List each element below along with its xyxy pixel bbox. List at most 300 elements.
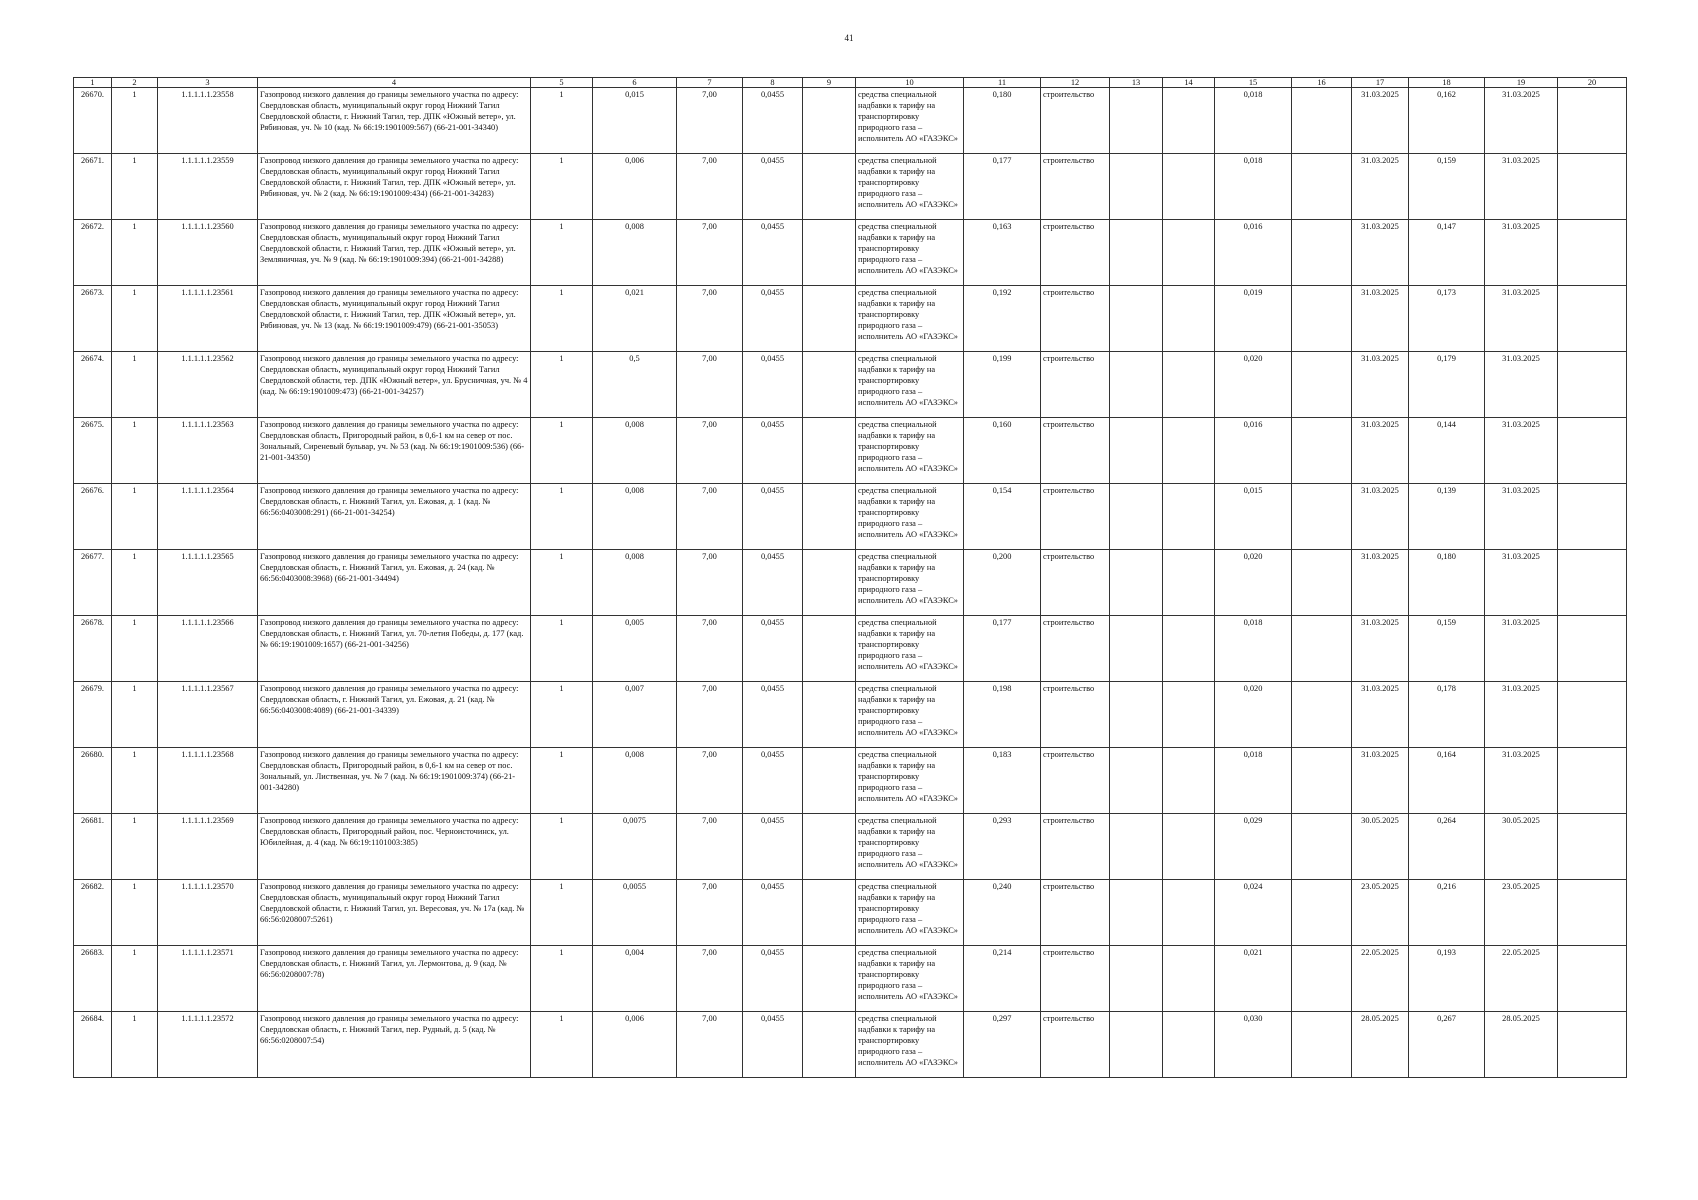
col-14-value [1163,418,1215,484]
col-20-value [1558,286,1627,352]
col-8-value: 0,0455 [743,1012,803,1078]
col-13-value [1110,946,1163,1012]
row-number: 26677. [74,550,112,616]
funding-source: средства специальной надбавки к тарифу на транспортировку природного газа – исполнитель АО «ГАЗЭКС» [856,154,964,220]
col-5-value: 1 [531,286,593,352]
column-number-2: 2 [112,78,158,88]
col-14-value [1163,154,1215,220]
col-16-value [1292,880,1352,946]
col-19-date: 31.03.2025 [1485,550,1558,616]
col-6-value: 0,004 [593,946,677,1012]
col-17-date: 31.03.2025 [1352,748,1409,814]
table-row [74,352,1627,418]
col-7-value: 7,00 [677,880,743,946]
col-15-value: 0,020 [1215,682,1292,748]
col-8-value: 0,0455 [743,88,803,154]
col-2-value: 1 [112,880,158,946]
col-18-value: 0,162 [1409,88,1485,154]
row-number: 26670. [74,88,112,154]
col-18-value: 0,216 [1409,880,1485,946]
project-description: Газопровод низкого давления до границы земельного участка по адресу: Свердловская область, г. Нижний Тагил, ул. Ежовая, д. 1 (кад. № 66:56:0403008:291) (66-21-001-34254) [258,484,531,550]
col-17-date: 28.05.2025 [1352,1012,1409,1078]
col-19-date: 22.05.2025 [1485,946,1558,1012]
col-11-value: 0,154 [964,484,1041,550]
col-6-value: 0,5 [593,352,677,418]
col-13-value [1110,616,1163,682]
col-16-value [1292,946,1352,1012]
col-14-value [1163,682,1215,748]
funding-source: средства специальной надбавки к тарифу на транспортировку природного газа – исполнитель АО «ГАЗЭКС» [856,814,964,880]
project-description: Газопровод низкого давления до границы земельного участка по адресу: Свердловская область, муниципальный округ город Нижний Тагил Свердловской области, тер. ДПК «Южный ветер», ул. Брусничная, уч. № 4 (кад. № 66:19:1901009:473) (66-21-001-34257) [258,352,531,418]
col-5-value: 1 [531,880,593,946]
col-11-value: 0,160 [964,418,1041,484]
col-2-value: 1 [112,352,158,418]
col-18-value: 0,139 [1409,484,1485,550]
col-13-value [1110,88,1163,154]
row-number: 26683. [74,946,112,1012]
col-7-value: 7,00 [677,154,743,220]
project-description: Газопровод низкого давления до границы земельного участка по адресу: Свердловская область, г. Нижний Тагил, ул. Ежовая, д. 21 (кад. № 66:56:0403008:4089) (66-21-001-34339) [258,682,531,748]
col-2-value: 1 [112,154,158,220]
col-5-value: 1 [531,814,593,880]
col-6-value: 0,008 [593,418,677,484]
row-number: 26678. [74,616,112,682]
col-9-value [803,484,856,550]
funding-source: средства специальной надбавки к тарифу на транспортировку природного газа – исполнитель АО «ГАЗЭКС» [856,88,964,154]
col-19-date: 23.05.2025 [1485,880,1558,946]
col-20-value [1558,1012,1627,1078]
col-6-value: 0,015 [593,88,677,154]
col-17-date: 31.03.2025 [1352,88,1409,154]
col-15-value: 0,020 [1215,550,1292,616]
funding-source: средства специальной надбавки к тарифу на транспортировку природного газа – исполнитель АО «ГАЗЭКС» [856,484,964,550]
table-row [74,946,1627,1012]
table-row [74,154,1627,220]
col-16-value [1292,682,1352,748]
column-number-4: 4 [258,78,531,88]
col-11-value: 0,293 [964,814,1041,880]
col-15-value: 0,018 [1215,616,1292,682]
col-5-value: 1 [531,616,593,682]
table-row [74,286,1627,352]
col-13-value [1110,220,1163,286]
work-type: строительство [1041,748,1110,814]
col-18-value: 0,264 [1409,814,1485,880]
col-18-value: 0,147 [1409,220,1485,286]
col-16-value [1292,550,1352,616]
col-7-value: 7,00 [677,220,743,286]
project-code: 1.1.1.1.1.23572 [158,1012,258,1078]
col-6-value: 0,008 [593,484,677,550]
table-row [74,418,1627,484]
col-2-value: 1 [112,814,158,880]
col-7-value: 7,00 [677,484,743,550]
column-number-12: 12 [1041,78,1110,88]
col-7-value: 7,00 [677,88,743,154]
column-number-7: 7 [677,78,743,88]
col-2-value: 1 [112,88,158,154]
investment-program-table [73,77,1627,1078]
row-number: 26681. [74,814,112,880]
col-5-value: 1 [531,484,593,550]
col-13-value [1110,880,1163,946]
col-19-date: 31.03.2025 [1485,418,1558,484]
project-description: Газопровод низкого давления до границы земельного участка по адресу: Свердловская область, муниципальный округ город Нижний Тагил Свердловской области, г. Нижний Тагил, тер. ДПК «Южный ветер», ул. Рябиновая, уч. № 2 (кад. № 66:19:1901009:434) (66-21-001-34283) [258,154,531,220]
col-16-value [1292,418,1352,484]
table-row [74,1012,1627,1078]
col-19-date: 31.03.2025 [1485,748,1558,814]
col-9-value [803,88,856,154]
col-14-value [1163,1012,1215,1078]
col-16-value [1292,154,1352,220]
project-description: Газопровод низкого давления до границы земельного участка по адресу: Свердловская область, г. Нижний Тагил, ул. Ежовая, д. 24 (кад. № 66:56:0403008:3968) (66-21-001-34494) [258,550,531,616]
col-9-value [803,880,856,946]
col-18-value: 0,164 [1409,748,1485,814]
col-19-date: 31.03.2025 [1485,88,1558,154]
col-7-value: 7,00 [677,418,743,484]
col-7-value: 7,00 [677,814,743,880]
col-17-date: 31.03.2025 [1352,220,1409,286]
project-code: 1.1.1.1.1.23571 [158,946,258,1012]
project-description: Газопровод низкого давления до границы земельного участка по адресу: Свердловская область, Пригородный район, в 0,6-1 км на север от пос. Зональный, Сиреневый бульвар, уч. № 53 (кад. № 66:19:1901009:536) (66-21-001-34350) [258,418,531,484]
table-row [74,550,1627,616]
project-code: 1.1.1.1.1.23563 [158,418,258,484]
project-code: 1.1.1.1.1.23561 [158,286,258,352]
col-5-value: 1 [531,1012,593,1078]
col-15-value: 0,016 [1215,418,1292,484]
col-16-value [1292,748,1352,814]
table-row [74,484,1627,550]
col-17-date: 31.03.2025 [1352,418,1409,484]
column-number-11: 11 [964,78,1041,88]
funding-source: средства специальной надбавки к тарифу на транспортировку природного газа – исполнитель АО «ГАЗЭКС» [856,286,964,352]
col-6-value: 0,005 [593,616,677,682]
col-9-value [803,418,856,484]
col-6-value: 0,006 [593,154,677,220]
project-code: 1.1.1.1.1.23568 [158,748,258,814]
col-19-date: 28.05.2025 [1485,1012,1558,1078]
row-number: 26680. [74,748,112,814]
col-5-value: 1 [531,418,593,484]
col-19-date: 31.03.2025 [1485,352,1558,418]
column-number-15: 15 [1215,78,1292,88]
row-number: 26673. [74,286,112,352]
project-code: 1.1.1.1.1.23565 [158,550,258,616]
col-9-value [803,814,856,880]
column-number-10: 10 [856,78,964,88]
col-17-date: 31.03.2025 [1352,550,1409,616]
col-16-value [1292,616,1352,682]
col-18-value: 0,178 [1409,682,1485,748]
col-8-value: 0,0455 [743,550,803,616]
col-8-value: 0,0455 [743,748,803,814]
col-14-value [1163,880,1215,946]
col-6-value: 0,0055 [593,880,677,946]
col-7-value: 7,00 [677,286,743,352]
col-8-value: 0,0455 [743,418,803,484]
col-11-value: 0,199 [964,352,1041,418]
col-18-value: 0,159 [1409,154,1485,220]
col-20-value [1558,748,1627,814]
col-5-value: 1 [531,220,593,286]
col-8-value: 0,0455 [743,220,803,286]
col-16-value [1292,1012,1352,1078]
funding-source: средства специальной надбавки к тарифу на транспортировку природного газа – исполнитель АО «ГАЗЭКС» [856,880,964,946]
project-description: Газопровод низкого давления до границы земельного участка по адресу: Свердловская область, г. Нижний Тагил, пер. Рудный, д. 5 (кад. № 66:56:0208007:54) [258,1012,531,1078]
col-9-value [803,1012,856,1078]
col-9-value [803,352,856,418]
col-17-date: 31.03.2025 [1352,682,1409,748]
col-17-date: 31.03.2025 [1352,286,1409,352]
funding-source: средства специальной надбавки к тарифу на транспортировку природного газа – исполнитель АО «ГАЗЭКС» [856,616,964,682]
col-18-value: 0,179 [1409,352,1485,418]
col-15-value: 0,020 [1215,352,1292,418]
col-6-value: 0,007 [593,682,677,748]
col-5-value: 1 [531,682,593,748]
col-11-value: 0,183 [964,748,1041,814]
col-16-value [1292,352,1352,418]
col-13-value [1110,484,1163,550]
col-13-value [1110,352,1163,418]
col-8-value: 0,0455 [743,946,803,1012]
row-number: 26679. [74,682,112,748]
col-9-value [803,550,856,616]
table-row [74,880,1627,946]
col-15-value: 0,024 [1215,880,1292,946]
col-20-value [1558,550,1627,616]
col-5-value: 1 [531,154,593,220]
project-description: Газопровод низкого давления до границы земельного участка по адресу: Свердловская область, г. Нижний Тагил, ул. 70-летия Победы, д. 177 (кад. № 66:19:1901009:1657) (66-21-001-34256) [258,616,531,682]
col-6-value: 0,008 [593,748,677,814]
col-13-value [1110,286,1163,352]
col-18-value: 0,180 [1409,550,1485,616]
col-7-value: 7,00 [677,550,743,616]
col-17-date: 31.03.2025 [1352,154,1409,220]
column-number-1: 1 [74,78,112,88]
col-8-value: 0,0455 [743,484,803,550]
project-code: 1.1.1.1.1.23558 [158,88,258,154]
col-15-value: 0,019 [1215,286,1292,352]
col-9-value [803,682,856,748]
col-13-value [1110,682,1163,748]
col-7-value: 7,00 [677,1012,743,1078]
row-number: 26684. [74,1012,112,1078]
col-18-value: 0,193 [1409,946,1485,1012]
funding-source: средства специальной надбавки к тарифу на транспортировку природного газа – исполнитель АО «ГАЗЭКС» [856,682,964,748]
col-19-date: 30.05.2025 [1485,814,1558,880]
work-type: строительство [1041,946,1110,1012]
col-20-value [1558,616,1627,682]
col-20-value [1558,220,1627,286]
row-number: 26675. [74,418,112,484]
col-7-value: 7,00 [677,946,743,1012]
col-20-value [1558,682,1627,748]
col-17-date: 23.05.2025 [1352,880,1409,946]
col-16-value [1292,484,1352,550]
work-type: строительство [1041,352,1110,418]
row-number: 26674. [74,352,112,418]
column-number-6: 6 [593,78,677,88]
col-16-value [1292,220,1352,286]
col-18-value: 0,144 [1409,418,1485,484]
column-number-9: 9 [803,78,856,88]
col-6-value: 0,0075 [593,814,677,880]
col-19-date: 31.03.2025 [1485,682,1558,748]
column-number-17: 17 [1352,78,1409,88]
col-18-value: 0,173 [1409,286,1485,352]
col-8-value: 0,0455 [743,880,803,946]
project-code: 1.1.1.1.1.23567 [158,682,258,748]
col-5-value: 1 [531,352,593,418]
col-11-value: 0,214 [964,946,1041,1012]
col-20-value [1558,880,1627,946]
col-11-value: 0,198 [964,682,1041,748]
col-14-value [1163,814,1215,880]
col-20-value [1558,484,1627,550]
col-7-value: 7,00 [677,616,743,682]
col-6-value: 0,021 [593,286,677,352]
col-8-value: 0,0455 [743,814,803,880]
col-2-value: 1 [112,1012,158,1078]
col-20-value [1558,88,1627,154]
col-14-value [1163,88,1215,154]
work-type: строительство [1041,880,1110,946]
column-number-20: 20 [1558,78,1627,88]
col-13-value [1110,748,1163,814]
column-number-18: 18 [1409,78,1485,88]
col-19-date: 31.03.2025 [1485,286,1558,352]
col-9-value [803,286,856,352]
col-9-value [803,946,856,1012]
col-5-value: 1 [531,88,593,154]
col-14-value [1163,616,1215,682]
col-15-value: 0,030 [1215,1012,1292,1078]
col-11-value: 0,177 [964,154,1041,220]
page-number: 41 [844,33,854,43]
funding-source: средства специальной надбавки к тарифу на транспортировку природного газа – исполнитель АО «ГАЗЭКС» [856,550,964,616]
table-row [74,220,1627,286]
col-5-value: 1 [531,946,593,1012]
project-description: Газопровод низкого давления до границы земельного участка по адресу: Свердловская область, муниципальный округ город Нижний Тагил Свердловской области, г. Нижний Тагил, тер. ДПК «Южный ветер», ул. Рябиновая, уч. № 13 (кад. № 66:19:1901009:479) (66-21-001-35053) [258,286,531,352]
work-type: строительство [1041,418,1110,484]
col-5-value: 1 [531,748,593,814]
col-13-value [1110,1012,1163,1078]
col-13-value [1110,814,1163,880]
col-11-value: 0,192 [964,286,1041,352]
col-15-value: 0,015 [1215,484,1292,550]
project-code: 1.1.1.1.1.23560 [158,220,258,286]
project-code: 1.1.1.1.1.23562 [158,352,258,418]
project-description: Газопровод низкого давления до границы земельного участка по адресу: Свердловская область, Пригородный район, в 0,6-1 км на север от пос. Зональный, ул. Лиственная, уч. № 7 (кад. № 66:19:1901009:374) (66-21-001-34280) [258,748,531,814]
col-7-value: 7,00 [677,352,743,418]
col-2-value: 1 [112,616,158,682]
col-8-value: 0,0455 [743,154,803,220]
col-14-value [1163,946,1215,1012]
col-11-value: 0,163 [964,220,1041,286]
column-number-14: 14 [1163,78,1215,88]
col-14-value [1163,220,1215,286]
work-type: строительство [1041,550,1110,616]
col-13-value [1110,418,1163,484]
col-2-value: 1 [112,286,158,352]
col-15-value: 0,018 [1215,748,1292,814]
col-5-value: 1 [531,550,593,616]
project-code: 1.1.1.1.1.23569 [158,814,258,880]
work-type: строительство [1041,154,1110,220]
col-7-value: 7,00 [677,682,743,748]
project-code: 1.1.1.1.1.23564 [158,484,258,550]
col-17-date: 31.03.2025 [1352,616,1409,682]
funding-source: средства специальной надбавки к тарифу на транспортировку природного газа – исполнитель АО «ГАЗЭКС» [856,352,964,418]
col-2-value: 1 [112,748,158,814]
col-6-value: 0,006 [593,1012,677,1078]
work-type: строительство [1041,682,1110,748]
row-number: 26682. [74,880,112,946]
col-11-value: 0,240 [964,880,1041,946]
col-8-value: 0,0455 [743,682,803,748]
col-11-value: 0,297 [964,1012,1041,1078]
col-17-date: 30.05.2025 [1352,814,1409,880]
table-row [74,682,1627,748]
col-2-value: 1 [112,682,158,748]
row-number: 26671. [74,154,112,220]
col-2-value: 1 [112,484,158,550]
col-16-value [1292,814,1352,880]
work-type: строительство [1041,220,1110,286]
work-type: строительство [1041,814,1110,880]
col-20-value [1558,154,1627,220]
work-type: строительство [1041,88,1110,154]
col-17-date: 31.03.2025 [1352,352,1409,418]
col-14-value [1163,286,1215,352]
column-number-5: 5 [531,78,593,88]
column-number-16: 16 [1292,78,1352,88]
col-17-date: 22.05.2025 [1352,946,1409,1012]
col-19-date: 31.03.2025 [1485,220,1558,286]
col-13-value [1110,550,1163,616]
col-15-value: 0,018 [1215,154,1292,220]
col-20-value [1558,946,1627,1012]
col-9-value [803,220,856,286]
col-8-value: 0,0455 [743,352,803,418]
col-15-value: 0,018 [1215,88,1292,154]
col-9-value [803,748,856,814]
column-number-3: 3 [158,78,258,88]
col-13-value [1110,154,1163,220]
funding-source: средства специальной надбавки к тарифу на транспортировку природного газа – исполнитель АО «ГАЗЭКС» [856,946,964,1012]
col-15-value: 0,021 [1215,946,1292,1012]
row-number: 26676. [74,484,112,550]
column-number-row [74,78,1627,88]
col-20-value [1558,814,1627,880]
col-7-value: 7,00 [677,748,743,814]
work-type: строительство [1041,484,1110,550]
col-18-value: 0,159 [1409,616,1485,682]
work-type: строительство [1041,616,1110,682]
col-2-value: 1 [112,418,158,484]
col-6-value: 0,008 [593,550,677,616]
row-number: 26672. [74,220,112,286]
table-row [74,748,1627,814]
col-14-value [1163,484,1215,550]
col-15-value: 0,016 [1215,220,1292,286]
table-row [74,88,1627,154]
col-2-value: 1 [112,220,158,286]
funding-source: средства специальной надбавки к тарифу на транспортировку природного газа – исполнитель АО «ГАЗЭКС» [856,748,964,814]
funding-source: средства специальной надбавки к тарифу на транспортировку природного газа – исполнитель АО «ГАЗЭКС» [856,418,964,484]
col-20-value [1558,352,1627,418]
col-18-value: 0,267 [1409,1012,1485,1078]
